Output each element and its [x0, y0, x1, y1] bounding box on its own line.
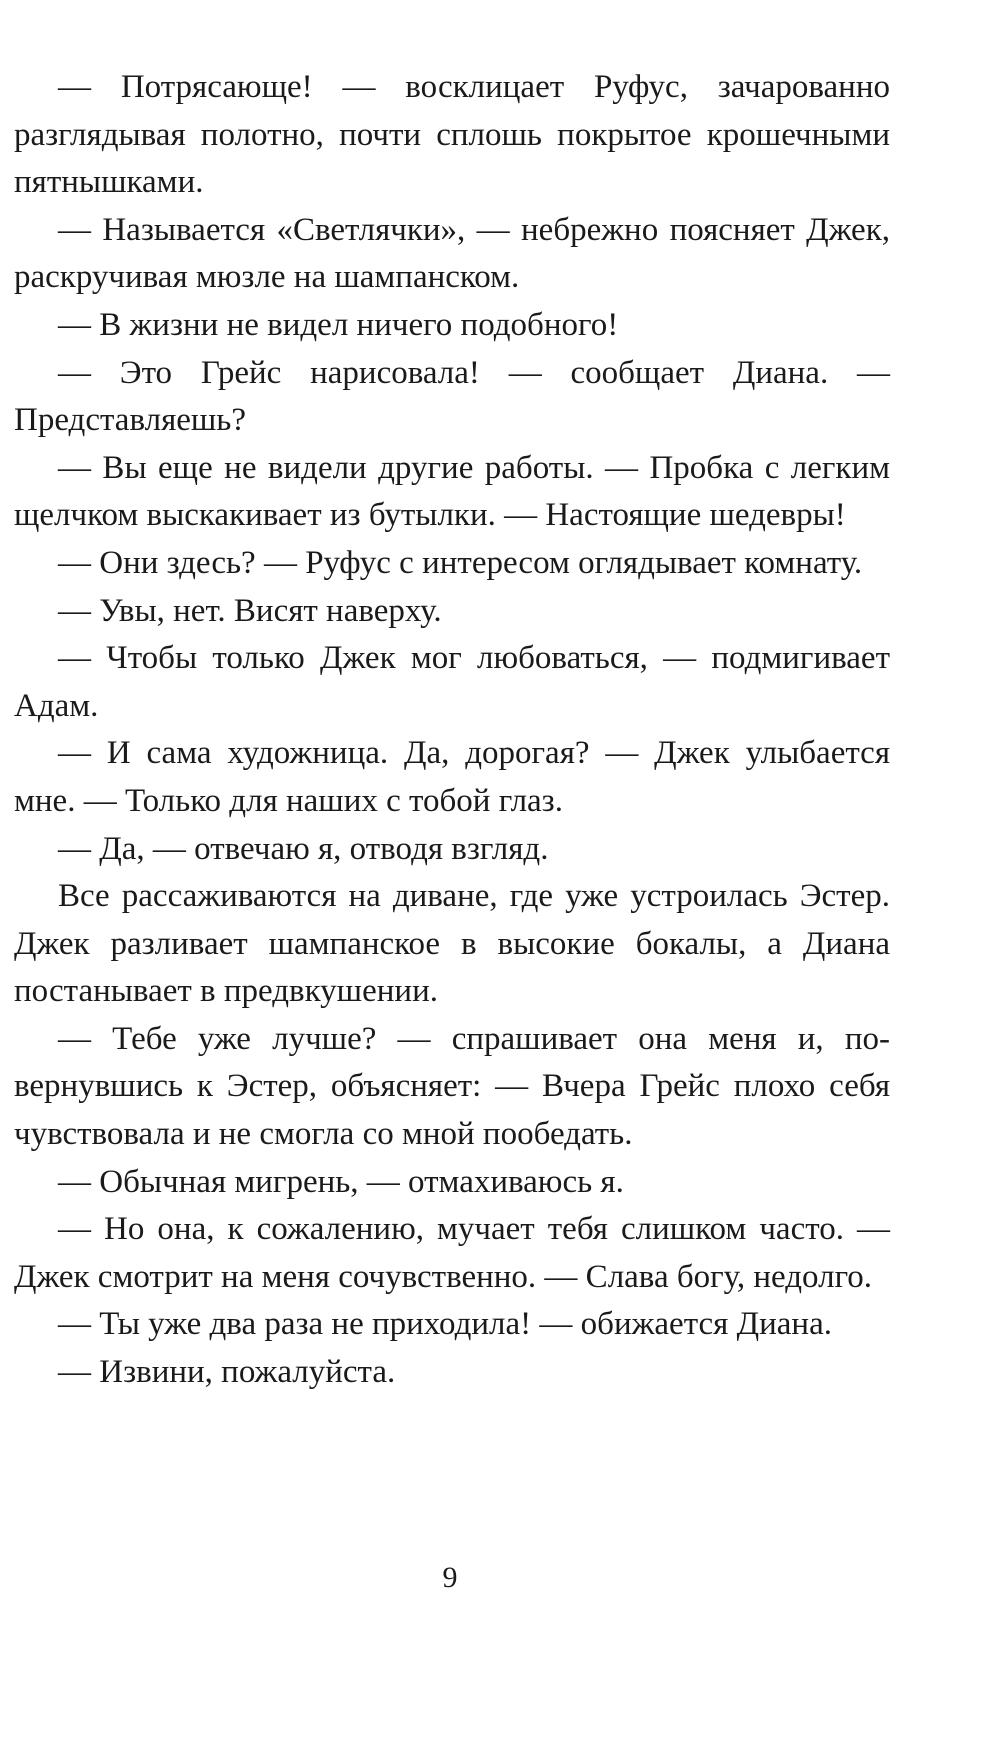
paragraph: — Ты уже два раза не приходила! — обижается Диана.: [58, 1306, 832, 1343]
page-number: 9: [442, 1561, 458, 1594]
paragraph: — Они здесь? — Руфус с интересом оглядывает комнату.: [58, 544, 863, 581]
paragraph: — Это Грейс нарисовала! — сообщает Диана. — Представляешь?: [14, 354, 890, 439]
paragraph: — В жизни не видел ничего подобного!: [58, 306, 619, 343]
paragraph: — И сама художница. Да, дорогая? — Джек улыбается мне. — Только для наших с тобой глаз.: [14, 735, 890, 819]
paragraph: — Извини, пожалуйста.: [58, 1354, 396, 1391]
paragraph: — Да, — отвечаю я, отводя взгляд.: [58, 830, 549, 867]
paragraph: — Чтобы только Джек мог любоваться, — подмигивает Адам.: [14, 640, 890, 724]
paragraph: — Вы еще не видели другие работы. — Пробка с легким щелчком выскакивает из бутылки. — Настоящие шедевры!: [14, 449, 890, 534]
paragraph: — Тебе уже лучше? — спрашивает она меня и, повернувшись к Эстер, объясняет: — Вчера Грейс плохо себя чувствовала и не смогла со мной пообедать.: [14, 1020, 890, 1153]
body-text: [14, 64, 890, 1397]
paragraph: — Увы, нет. Висят наверху.: [58, 592, 442, 629]
paragraph: — Потрясающе! — восклицает Руфус, зачарованно разглядывая полотно, почти сплошь покрытое крошечными пятнышками.: [14, 69, 890, 201]
paragraph: — Называется «Светлячки», — небрежно поясняет Джек, раскручивая мюзле на шампанском.: [14, 211, 890, 296]
paragraph: — Обычная мигрень, — отмахиваюсь я.: [58, 1163, 624, 1200]
paragraph: Все рассаживаются на диване, где уже устроилась Эстер. Джек разливает шампанское в высокие бокалы, а Диана постанывает в предвкушении.: [14, 878, 890, 1010]
paragraph: — Но она, к сожалению, мучает тебя слишком часто. — Джек смотрит на меня сочувственно. — Слава богу, недолго.: [14, 1211, 890, 1295]
